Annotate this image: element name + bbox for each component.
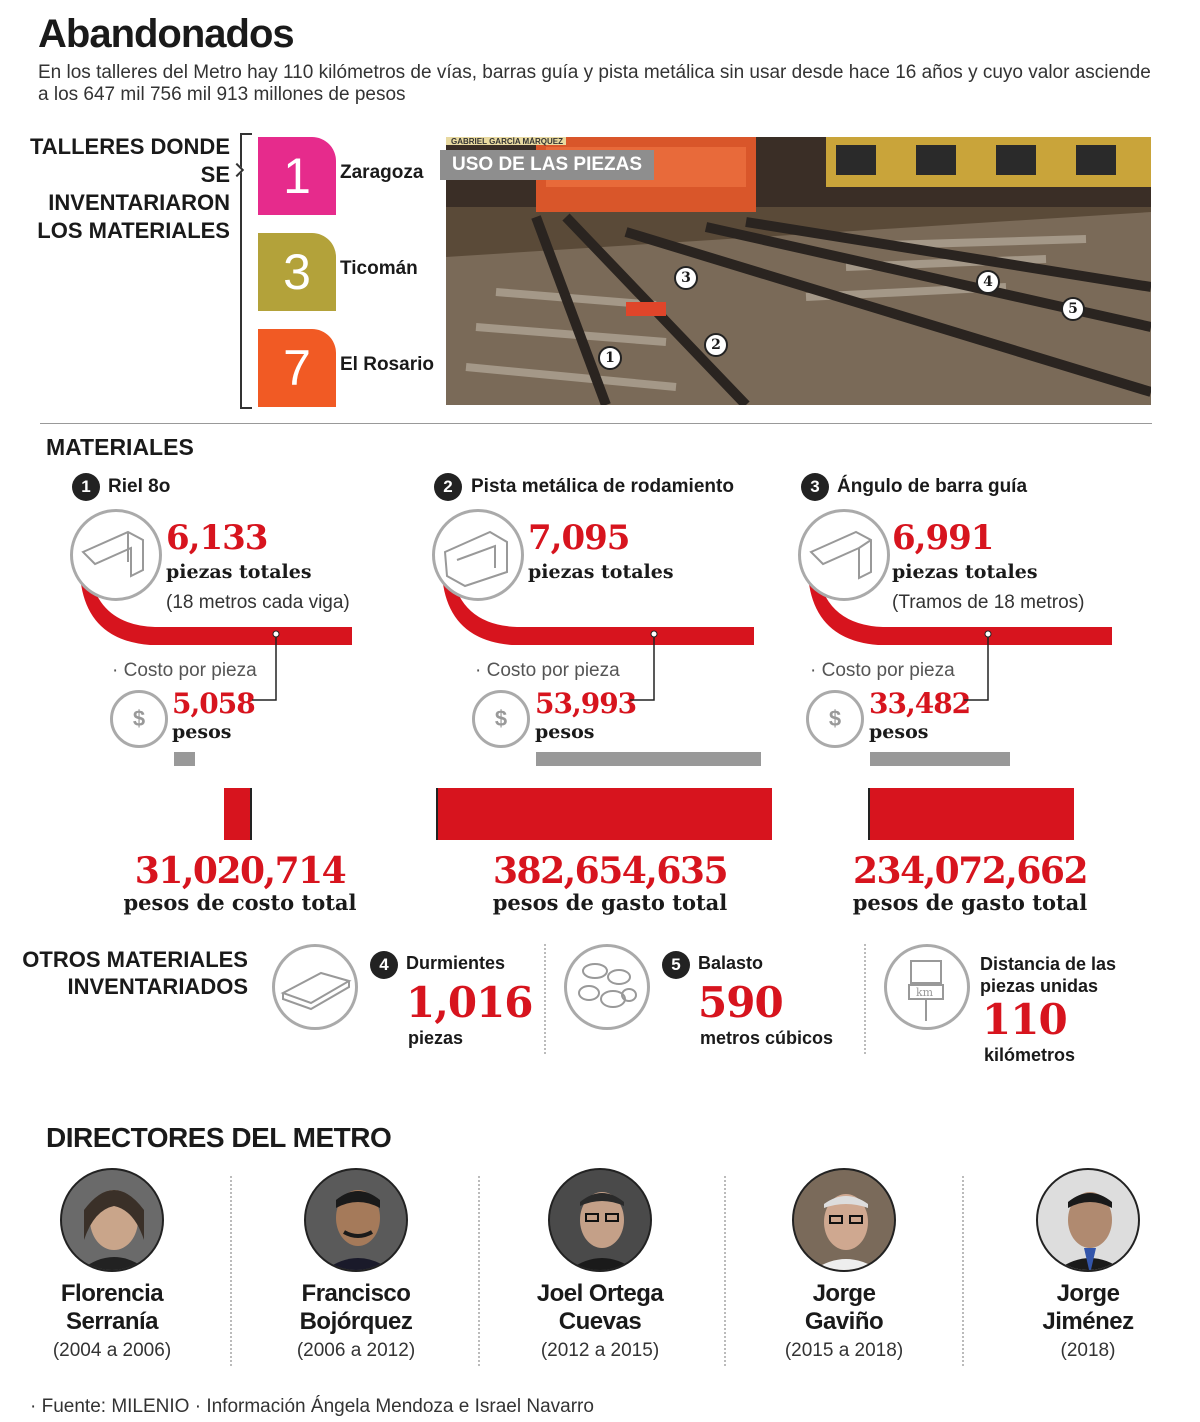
director-period: (2006 a 2012): [296, 1340, 416, 1361]
cost-per-piece: 33,482: [869, 687, 971, 720]
dotted-divider: [544, 944, 546, 1054]
total-cost: 382,654,635: [492, 850, 727, 892]
material-value: 1,016: [406, 978, 533, 1027]
director-portrait: [60, 1168, 164, 1272]
dotted-divider: [962, 1176, 964, 1366]
director-name: Jorge Gaviño: [804, 1280, 884, 1335]
workshop-name: Zaragoza: [340, 162, 424, 183]
cost-per-piece: 53,993: [535, 687, 637, 720]
director-period: (2015 a 2018): [784, 1340, 904, 1361]
material-number-badge: 2: [434, 473, 462, 501]
cost-per-piece: 5,058: [172, 687, 255, 720]
material-unit: kilómetros: [984, 1045, 1076, 1065]
dotted-divider: [230, 1176, 232, 1366]
metal-track-icon: [432, 509, 524, 601]
material-title: Durmientes: [406, 953, 506, 973]
director-name: Joel Ortega Cuevas: [536, 1280, 664, 1335]
connector-line: [628, 628, 668, 708]
cost-bar-riel: [174, 752, 195, 766]
pieces-label: piezas totales: [166, 561, 312, 583]
directores-heading: DIRECTORES DEL METRO: [46, 1122, 392, 1153]
guide-bar-angle-icon: [798, 509, 890, 601]
cost-unit: pesos: [535, 721, 595, 743]
cost-per-piece-label: · Costo por pieza: [475, 660, 620, 681]
subtitle: En los talleres del Metro hay 110 kilómetros de vías, barras guía y pista metálica sin usar desde hace 16 años y cuyo valor asciende a los 647 mil 756 mil 913 millones de pesos: [38, 62, 1151, 105]
material-unit: metros cúbicos: [700, 1028, 834, 1048]
otros-heading: OTROS MATERIALES INVENTARIADOS: [22, 947, 248, 999]
material-unit: piezas: [408, 1028, 464, 1048]
price-tag-icon: $: [110, 690, 168, 748]
workshop-badge-el-rosario: 7: [258, 329, 336, 407]
pieces-label: piezas totales: [528, 561, 674, 583]
total-label: pesos de costo total: [123, 890, 357, 915]
materiales-heading: MATERIALES: [46, 434, 194, 460]
ballast-stones-icon: [564, 944, 650, 1030]
station-sign: GABRIEL GARCÍA MÁRQUEZ: [451, 137, 563, 146]
material-number-badge: 5: [662, 951, 690, 979]
dotted-divider: [864, 944, 866, 1054]
marker-4: 4: [976, 270, 1000, 294]
price-tag-icon: $: [806, 690, 864, 748]
price-tag-icon: $: [472, 690, 530, 748]
photo-label: USO DE LAS PIEZAS: [440, 150, 654, 180]
material-title: Ángulo de barra guía: [837, 476, 1028, 497]
total-label: pesos de gasto total: [492, 890, 728, 915]
pieces-label: piezas totales: [892, 561, 1038, 583]
cost-bar-angulo: [870, 752, 1010, 766]
dotted-divider: [724, 1176, 726, 1366]
total-bar-riel: [224, 788, 252, 840]
director-portrait: [304, 1168, 408, 1272]
director-name: Jorge Jiménez: [1042, 1280, 1134, 1335]
marker-3: 3: [674, 266, 698, 290]
marker-5: 5: [1061, 297, 1085, 321]
material-title: Pista metálica de rodamiento: [471, 476, 734, 497]
svg-text:km: km: [916, 986, 934, 999]
director-period: (2012 a 2015): [540, 1340, 660, 1361]
material-title: Balasto: [698, 953, 764, 973]
total-bar-pista: [436, 788, 772, 840]
cost-bar-pista: [536, 752, 761, 766]
director-portrait: [548, 1168, 652, 1272]
material-value: 590: [698, 978, 783, 1027]
cost-unit: pesos: [869, 721, 929, 743]
pieces-count: 6,991: [892, 518, 994, 558]
km-distance-icon: [884, 944, 970, 1030]
total-bar-angulo: [868, 788, 1074, 840]
material-value: 110: [982, 995, 1067, 1044]
director-period: (2004 a 2006): [52, 1340, 172, 1361]
pieces-note: (Tramos de 18 metros): [892, 592, 1085, 613]
talleres-heading: TALLERES DONDE SE INVENTARIARON LOS MATERIALES: [29, 134, 230, 243]
workshop-name: Ticomán: [340, 258, 418, 279]
connector-line: [250, 628, 290, 708]
brace-divider: [240, 133, 252, 409]
director-name: Florencia Serranía: [60, 1280, 164, 1335]
material-number-badge: 4: [370, 951, 398, 979]
marker-2: 2: [704, 333, 728, 357]
workshop-badge-ticoman: 3: [258, 233, 336, 311]
cost-per-piece-label: · Costo por pieza: [810, 660, 955, 681]
material-number-badge: 3: [801, 473, 829, 501]
total-label: pesos de gasto total: [852, 890, 1088, 915]
director-portrait: [792, 1168, 896, 1272]
cost-per-piece-label: · Costo por pieza: [112, 660, 257, 681]
material-title: Distancia de las piezas unidas: [980, 954, 1117, 996]
connector-line: [962, 628, 1002, 708]
total-cost: 31,020,714: [134, 850, 346, 892]
pieces-count: 6,133: [166, 518, 268, 558]
director-portrait: [1036, 1168, 1140, 1272]
pieces-note: (18 metros cada viga): [166, 592, 350, 613]
source-line: · Fuente: MILENIO · Información Ángela Mendoza e Israel Navarro: [30, 1396, 594, 1417]
workshop-badge-zaragoza: 1: [258, 137, 336, 215]
divider: [40, 423, 1152, 424]
sleeper-icon: [272, 944, 358, 1030]
director-name: Francisco Bojórquez: [299, 1280, 413, 1335]
page-title: Abandonados: [38, 12, 294, 56]
pieces-count: 7,095: [528, 518, 630, 558]
material-number-badge: 1: [72, 473, 100, 501]
total-cost: 234,072,662: [852, 850, 1087, 892]
cost-unit: pesos: [172, 721, 232, 743]
dotted-divider: [478, 1176, 480, 1366]
marker-1: 1: [598, 346, 622, 370]
director-period: (2018): [1060, 1340, 1116, 1361]
material-title: Riel 8o: [108, 476, 171, 497]
workshop-name: El Rosario: [340, 354, 434, 375]
rail-profile-icon: [70, 509, 162, 601]
